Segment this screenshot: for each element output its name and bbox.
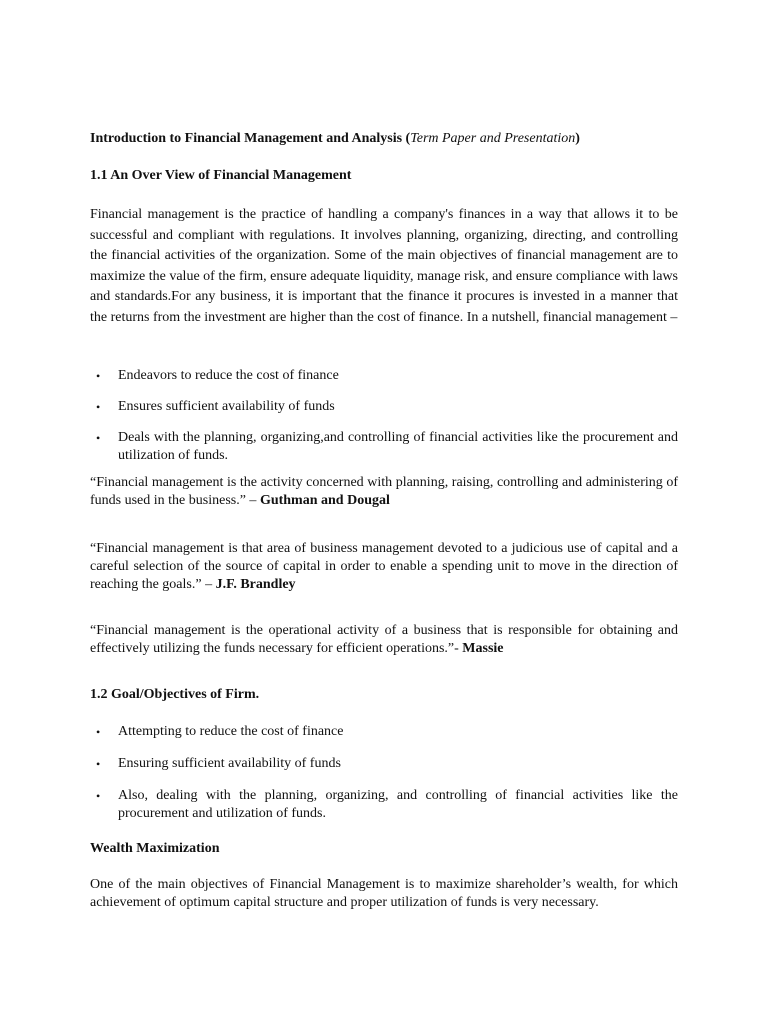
bullet-list-2 bbox=[90, 723, 678, 823]
bullet-list-1 bbox=[90, 367, 678, 465]
quote-text: “Financial management is the operational activity of a business that is responsible for obtaining and effectively utilizing the funds necessary for efficient operations.”- bbox=[90, 623, 678, 656]
list-item bbox=[90, 723, 678, 741]
wealth-maximization-heading: Wealth Maximization bbox=[90, 841, 220, 856]
quote-author: Guthman and Dougal bbox=[259, 493, 390, 508]
list-item bbox=[90, 755, 678, 773]
list-item-text: Endeavors to reduce the cost of finance bbox=[118, 368, 339, 383]
document-page bbox=[90, 0, 678, 1024]
wealth-paragraph: One of the main objectives of Financial Management is to maximize shareholder’s wealth, for which achievement of optimum capital structure and proper utilization of funds is very necessary. bbox=[90, 877, 678, 910]
bullet-icon: • bbox=[96, 369, 101, 383]
list-item-text: Also, dealing with the planning, organizing, and controlling of financial activities like the procurement and utilization of funds. bbox=[118, 788, 678, 821]
quote-author: J.F. Brandley bbox=[215, 577, 296, 592]
quote-brandley bbox=[90, 540, 678, 594]
list-item bbox=[90, 429, 678, 465]
title-close-text: ) bbox=[575, 131, 580, 146]
list-item-text: Attempting to reduce the cost of finance bbox=[118, 724, 344, 739]
section-heading-1-1: 1.1 An Over View of Financial Management bbox=[90, 168, 352, 183]
list-item-text: Ensures sufficient availability of funds bbox=[118, 399, 335, 414]
quote-text: “Financial management is the activity concerned with planning, raising, controlling and administering of funds used in the business.” – bbox=[90, 475, 678, 508]
quote-massie bbox=[90, 622, 678, 658]
title-italic-text: Term Paper and Presentation bbox=[410, 131, 576, 146]
list-item-text: Ensuring sufficient availability of funds bbox=[118, 756, 341, 771]
title-main-text: Introduction to Financial Management and Analysis ( bbox=[90, 131, 411, 146]
quote-guthman-dougal bbox=[90, 474, 678, 510]
bullet-icon: • bbox=[96, 725, 101, 739]
quote-author: Massie bbox=[462, 641, 504, 656]
section-heading-1-2: 1.2 Goal/Objectives of Firm. bbox=[90, 687, 260, 702]
bullet-icon: • bbox=[96, 757, 101, 771]
bullet-icon: • bbox=[96, 789, 101, 803]
bullet-icon: • bbox=[96, 400, 101, 414]
bullet-icon: • bbox=[96, 431, 101, 445]
intro-paragraph: Financial management is the practice of handling a company's finances in a way that allows it to be successful and compliant with regulations. It involves planning, organizing, directing, and controlling the financial activities of the organization. Some of the main objectives of financial management are to maximize the value of the firm, ensure adequate liquidity, manage risk, and ensure compliance with laws and standards.For any business, it is important that the finance it procures is invested in a manner that the returns from the investment are higher than the cost of finance. In a nutshell, financial management – bbox=[90, 207, 678, 325]
list-item-text: Deals with the planning, organizing,and controlling of financial activities like the procurement and utilization of funds. bbox=[118, 430, 678, 463]
quote-text: “Financial management is that area of business management devoted to a judicious use of capital and a careful selection of the source of capital in order to enable a spending unit to move in the direction of reaching the goals.” – bbox=[90, 541, 678, 592]
list-item bbox=[90, 787, 678, 823]
list-item bbox=[90, 398, 678, 416]
document-title bbox=[90, 131, 580, 147]
list-item bbox=[90, 367, 678, 385]
